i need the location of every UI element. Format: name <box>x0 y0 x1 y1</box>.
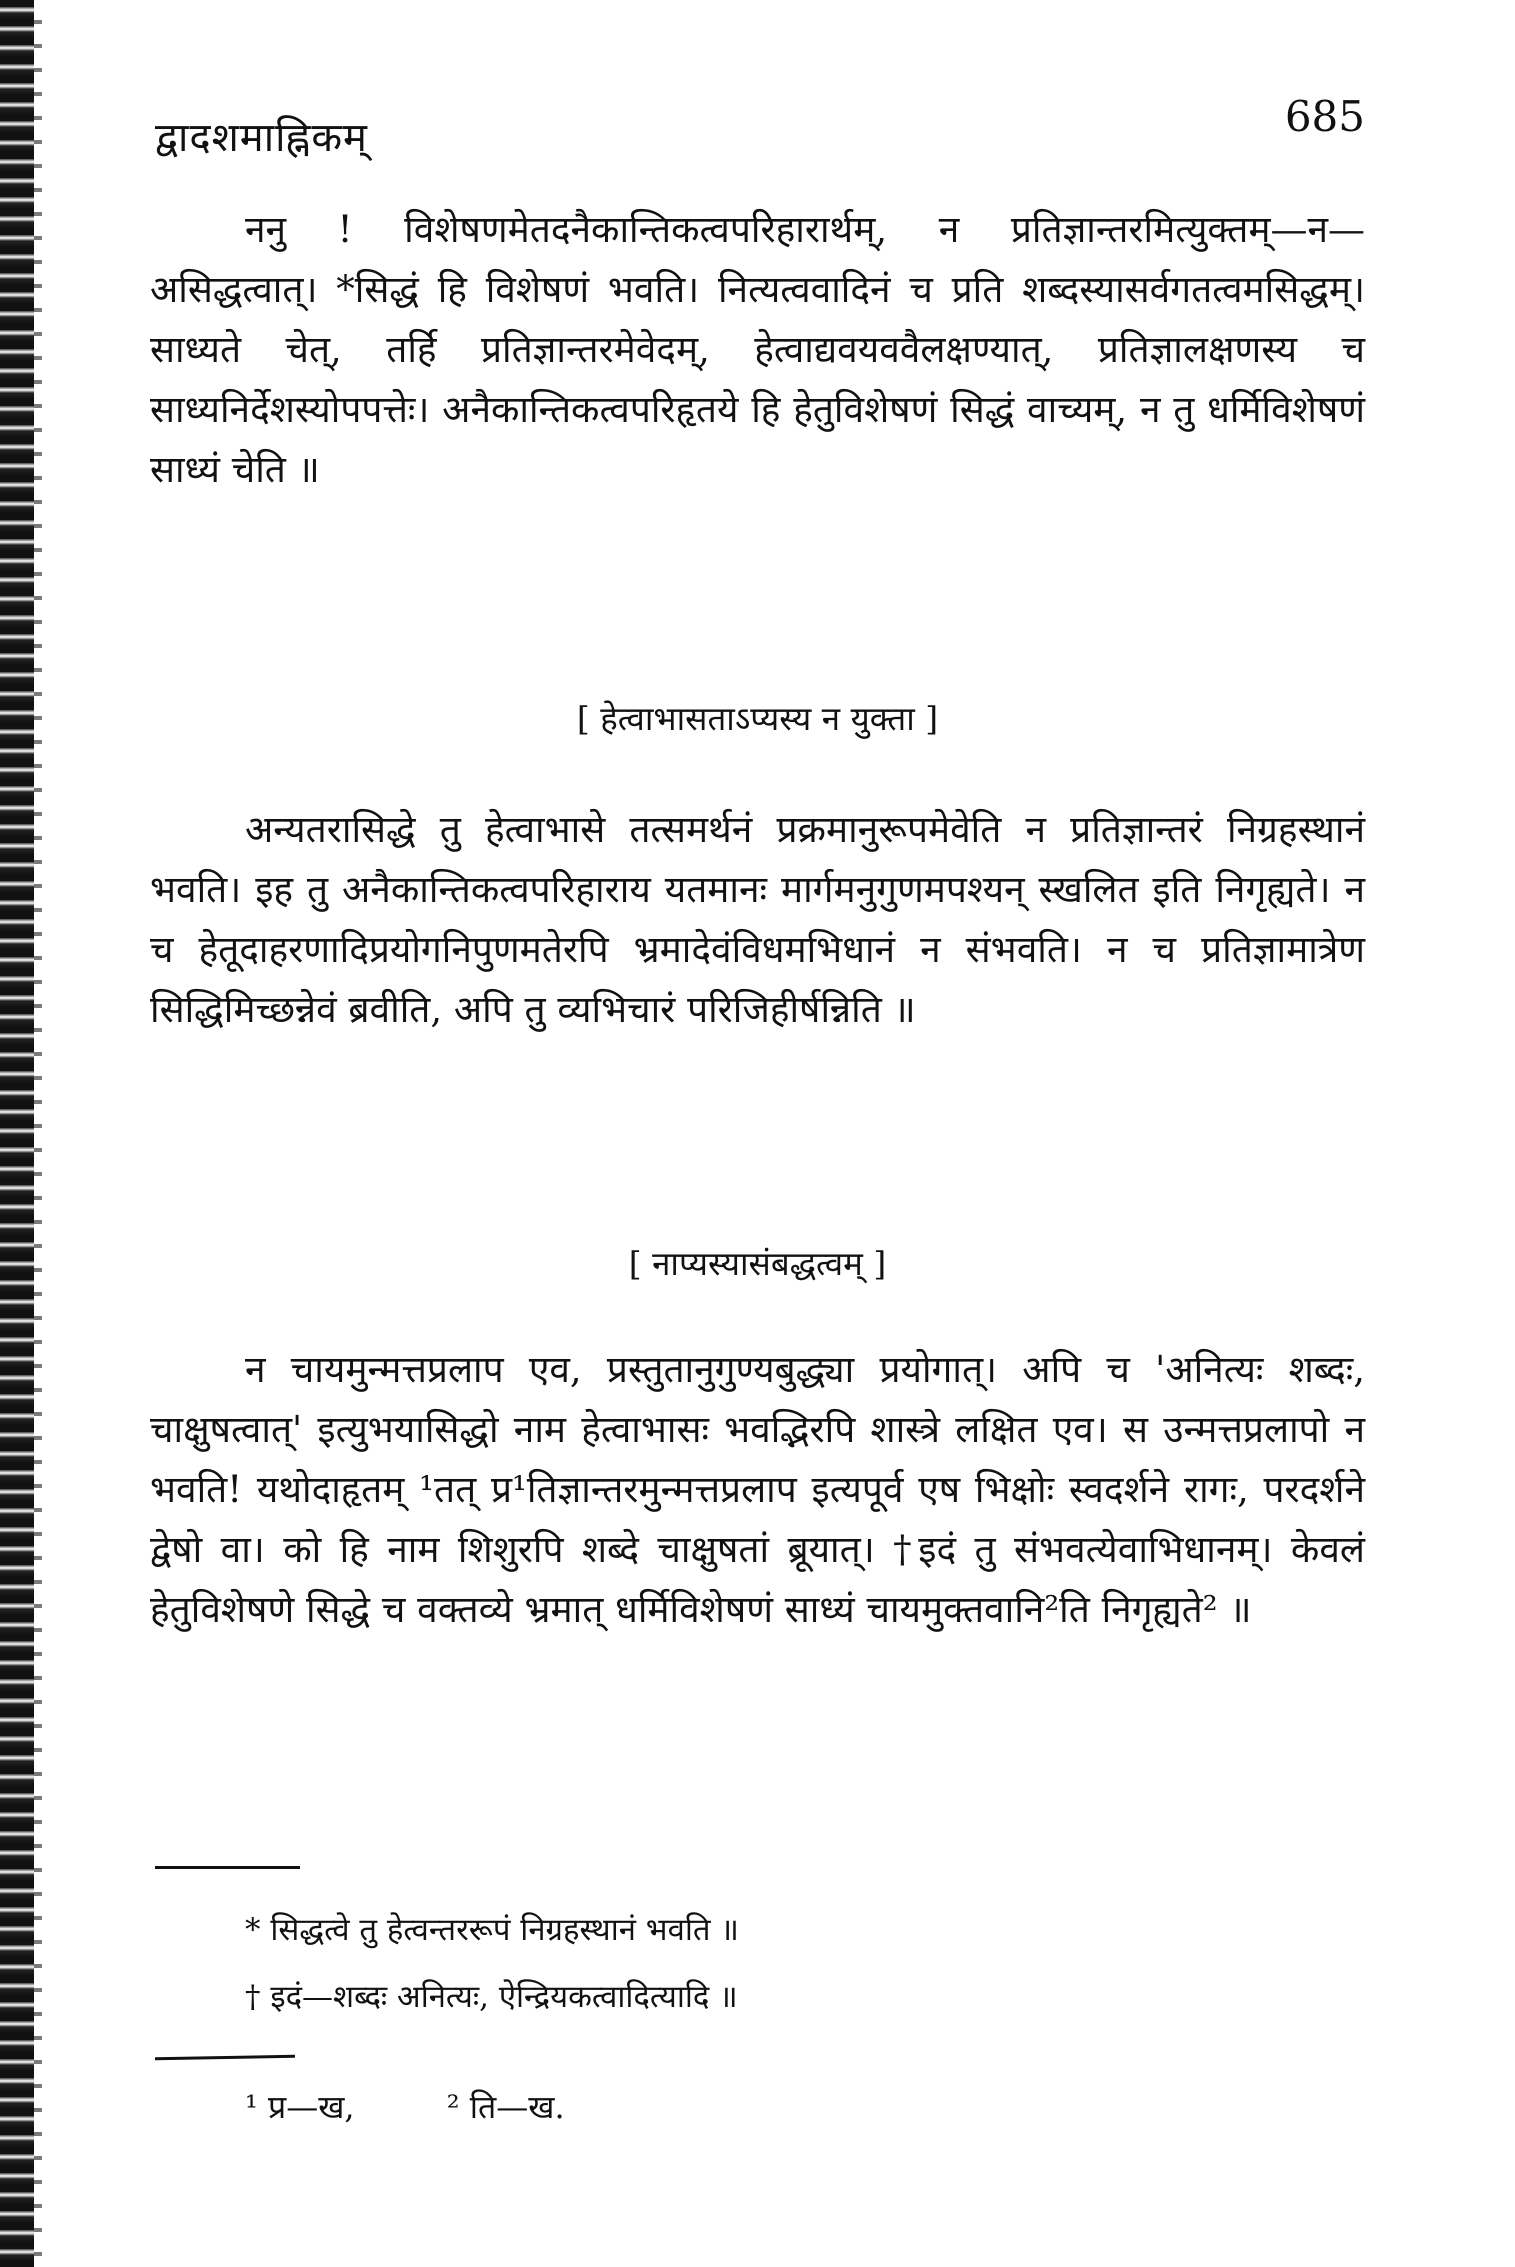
paragraph-2: अन्यतरासिद्धे तु हेत्वाभासे तत्समर्थनं प्रक्रमानुरूपमेवेति न प्रतिज्ञान्तरं निग्रहस्थानं भवति। इह तु अनैकान्तिकत्वपरिहाराय यतमानः मार्गमनुगुणमपश्यन् स्खलित इति निगृह्यते। न च हेतूदाहरणादिप्रयोगनिपुणमतेरपि भ्रमादेवंविधमभिधानं न संभवति। न च प्रतिज्ञामात्रेण सिद्धिमिच्छन्नेवं ब्रवीति, अपि तु व्यभिचारं परिजिहीर्षन्निति ॥ <box>150 808 1365 1031</box>
page-header <box>155 92 1365 162</box>
paragraph-1: ननु ! विशेषणमेतदनैकान्तिकत्वपरिहारार्थम्, न प्रतिज्ञान्तरमित्युक्तम्—न—असिद्धत्वात्। *सिद्धं हि विशेषणं भवति। नित्यत्ववादिनं च प्रति शब्दस्यासर्वगतत्वमसिद्धम्। साध्यते चेत्, तर्हि प्रतिज्ञान्तरमेवेदम्, हेत्वाद्यवयववैलक्षण्यात्, प्रतिज्ञालक्षणस्य च साध्यनिर्देशस्योपपत्तेः। अनैकान्तिकत्वपरिहृतये हि हेतुविशेषणं सिद्धं वाच्यम्, न तु धर्मिविशेषणं साध्यं चेति ॥ <box>150 208 1365 491</box>
footnote-dagger: † इदं—शब्दः अनित्यः, ऐन्द्रियकत्वादित्यादि ॥ <box>245 1979 738 2015</box>
section-heading-1: [ हेत्वाभासताऽप्यस्य न युक्ता ] <box>576 699 939 738</box>
footnote-asterisk: * सिद्धत्वे तु हेत्वन्तररूपं निग्रहस्थानं भवति ॥ <box>245 1912 739 1948</box>
book-binding-shadow <box>34 0 42 2267</box>
section-heading-2: [ नाप्यस्यासंबद्धत्वम् ] <box>628 1244 887 1283</box>
variants-rule <box>155 2055 295 2060</box>
footnote-rule <box>155 1866 300 1869</box>
variant-reading-2: ² ति—ख. <box>446 2088 565 2126</box>
running-head: द्वादशमाह्निकम् <box>155 115 368 161</box>
variant-readings <box>245 2085 647 2128</box>
paragraph-3: न चायमुन्मत्तप्रलाप एव, प्रस्तुतानुगुण्यबुद्ध्या प्रयोगात्। अपि च 'अनित्यः शब्दः, चाक्षुषत्वात्' इत्युभयासिद्धो नाम हेत्वाभासः भवद्भिरपि शास्त्रे लक्षित एव। स उन्मत्तप्रलापो न भवति! यथोदाहृतम् ¹तत् प्र¹तिज्ञान्तरमुन्मत्तप्रलाप इत्यपूर्व एष भिक्षोः स्वदर्शने रागः, परदर्शने द्वेषो वा। को हि नाम शिशुरपि शब्दे चाक्षुषतां ब्रूयात्। †इदं तु संभवत्येवाभिधानम्। केवलं हेतुविशेषणे सिद्धे च वक्तव्ये भ्रमात् धर्मिविशेषणं साध्यं चायमुक्तवानि²ति निगृह्यते² ॥ <box>150 1348 1365 1631</box>
page-number: 685 <box>1284 92 1365 141</box>
book-binding-edge <box>0 0 34 2267</box>
variant-reading-1: ¹ प्र—ख, <box>245 2088 355 2126</box>
